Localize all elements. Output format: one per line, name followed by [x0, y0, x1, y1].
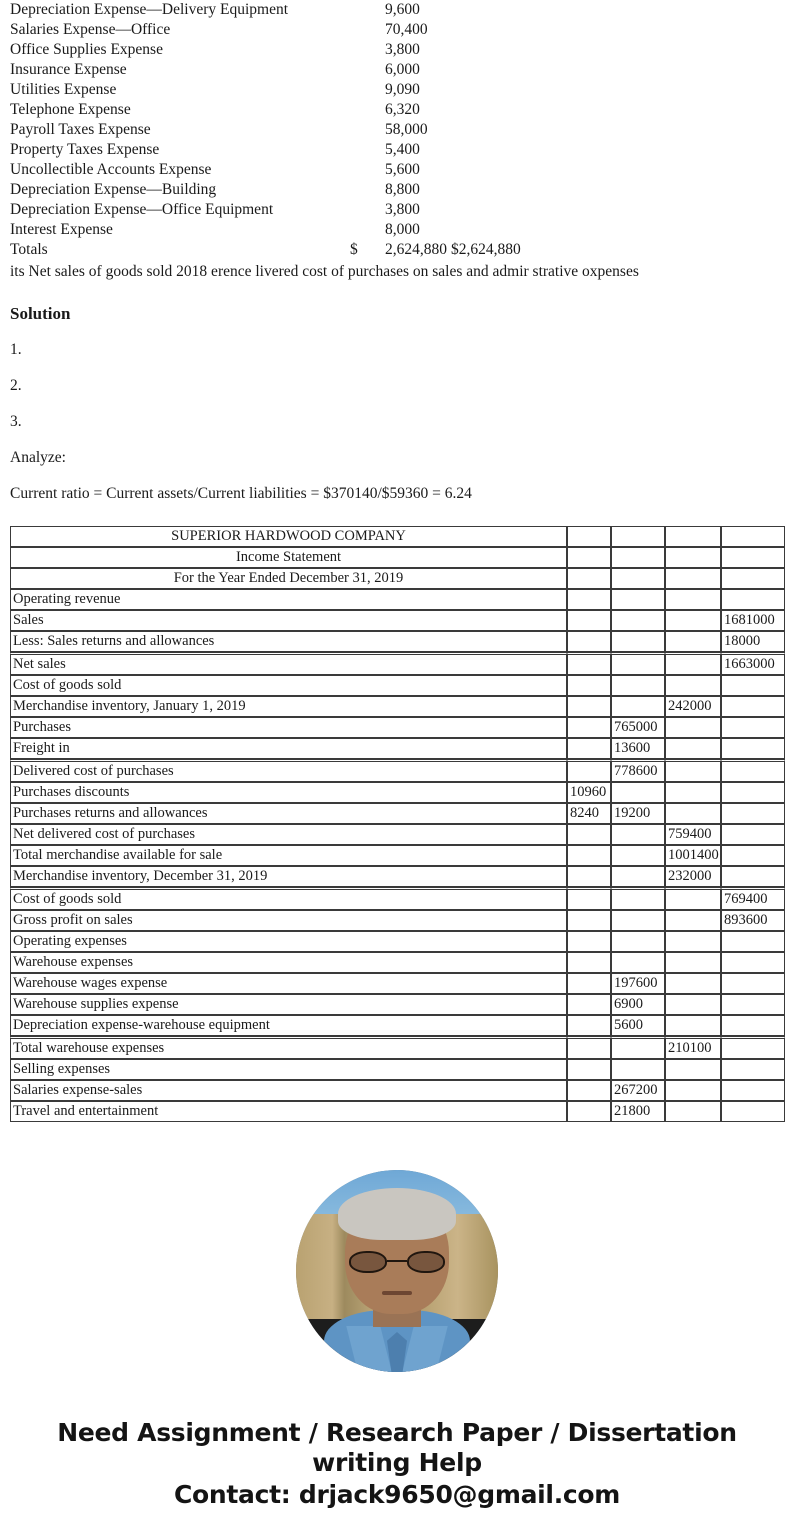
expense-amount: 6,320	[385, 101, 420, 118]
table-row	[10, 759, 785, 782]
expense-label: Property Taxes Expense	[10, 141, 160, 158]
statement-amount-col4	[721, 994, 785, 1015]
blank-cell	[665, 526, 721, 547]
expense-label: Depreciation Expense—Delivery Equipment	[10, 1, 289, 18]
statement-row-label: Purchases discounts	[10, 782, 567, 803]
scrambled-note-line: its Net sales of goods sold 2018 erence livered cost of purchases on sales and admir strative oxpenses	[10, 263, 639, 280]
blank-cell	[665, 547, 721, 568]
expense-amount: 8,800	[385, 181, 420, 198]
expense-label: Payroll Taxes Expense	[10, 121, 151, 138]
statement-amount-col4	[721, 782, 785, 803]
statement-amount-col4	[721, 589, 785, 610]
statement-row-label: Warehouse expenses	[10, 952, 567, 973]
avatar-glasses-bridge	[387, 1260, 407, 1262]
expense-row	[10, 120, 794, 140]
blank-cell	[721, 526, 785, 547]
statement-amount-col2: 765000	[611, 717, 665, 738]
statement-amount-col2	[611, 824, 665, 845]
statement-amount-col3	[665, 994, 721, 1015]
expense-amount: 9,090	[385, 81, 420, 98]
statement-amount-col2	[611, 952, 665, 973]
cta-line-2: writing Help	[312, 1448, 482, 1477]
statement-row-label: Freight in	[10, 738, 567, 759]
table-row	[10, 631, 785, 652]
statement-row-label: Net sales	[10, 652, 567, 675]
expense-label: Telephone Expense	[10, 101, 131, 118]
expense-amount: 5,400	[385, 141, 420, 158]
statement-amount-col2	[611, 910, 665, 931]
statement-amount-col2: 267200	[611, 1080, 665, 1101]
statement-row-label: Merchandise inventory, December 31, 2019	[10, 866, 567, 887]
statement-amount-col1	[567, 973, 611, 994]
statement-amount-col3	[665, 589, 721, 610]
statement-amount-col1	[567, 952, 611, 973]
statement-row-label: Sales	[10, 610, 567, 631]
statement-amount-col3: 210100	[665, 1036, 721, 1059]
table-row	[10, 589, 785, 610]
statement-amount-col3	[665, 717, 721, 738]
table-row	[10, 803, 785, 824]
statement-amount-col1	[567, 696, 611, 717]
expense-amount: 58,000	[385, 121, 428, 138]
statement-amount-col4	[721, 675, 785, 696]
statement-amount-col3: 242000	[665, 696, 721, 717]
statement-amount-col2	[611, 696, 665, 717]
table-row	[10, 973, 785, 994]
statement-amount-col4	[721, 973, 785, 994]
statement-row-label: Selling expenses	[10, 1059, 567, 1080]
expense-row	[10, 180, 794, 200]
statement-period-row	[10, 568, 785, 589]
statement-amount-col4	[721, 1036, 785, 1059]
statement-amount-col3	[665, 973, 721, 994]
statement-amount-col3	[665, 1059, 721, 1080]
statement-row-label: Cost of goods sold	[10, 675, 567, 696]
table-row	[10, 738, 785, 759]
statement-amount-col1	[567, 717, 611, 738]
income-statement-body	[10, 526, 785, 1122]
statement-amount-col2	[611, 887, 665, 910]
statement-amount-col2	[611, 652, 665, 675]
blank-cell	[567, 568, 611, 589]
table-row	[10, 782, 785, 803]
expense-row	[10, 20, 794, 40]
statement-amount-col3	[665, 1015, 721, 1036]
expense-row	[10, 80, 794, 100]
expense-label: Utilities Expense	[10, 81, 117, 98]
statement-amount-col1	[567, 824, 611, 845]
statement-amount-col3	[665, 931, 721, 952]
solution-item-3: 3.	[10, 413, 22, 430]
statement-amount-col4	[721, 1101, 785, 1122]
statement-amount-col4	[721, 717, 785, 738]
statement-amount-col3	[665, 887, 721, 910]
current-ratio-line: Current ratio = Current assets/Current liabilities = $370140/$59360 = 6.24	[10, 485, 472, 502]
statement-row-label: Depreciation expense-warehouse equipment	[10, 1015, 567, 1036]
expense-row	[10, 160, 794, 180]
statement-amount-col3: 1001400	[665, 845, 721, 866]
blank-cell	[665, 568, 721, 589]
statement-row-label: Operating revenue	[10, 589, 567, 610]
statement-row-label: Delivered cost of purchases	[10, 759, 567, 782]
statement-row-label: Operating expenses	[10, 931, 567, 952]
table-row	[10, 696, 785, 717]
statement-amount-col2: 197600	[611, 973, 665, 994]
statement-amount-col3	[665, 782, 721, 803]
expense-amount: 8,000	[385, 221, 420, 238]
table-row	[10, 1059, 785, 1080]
solution-item-2: 2.	[10, 377, 22, 394]
table-row	[10, 931, 785, 952]
statement-company-name: SUPERIOR HARDWOOD COMPANY	[10, 526, 567, 547]
expense-row	[10, 200, 794, 220]
statement-row-label: Net delivered cost of purchases	[10, 824, 567, 845]
table-row	[10, 952, 785, 973]
statement-amount-col1	[567, 866, 611, 887]
income-statement-table	[10, 526, 785, 1122]
statement-amount-col2	[611, 782, 665, 803]
blank-cell	[721, 547, 785, 568]
table-row	[10, 910, 785, 931]
statement-amount-col2	[611, 1059, 665, 1080]
table-row	[10, 675, 785, 696]
statement-amount-col1	[567, 652, 611, 675]
expense-amount: 3,800	[385, 201, 420, 218]
statement-amount-col2	[611, 610, 665, 631]
statement-row-label: Merchandise inventory, January 1, 2019	[10, 696, 567, 717]
statement-amount-col1	[567, 931, 611, 952]
blank-cell	[721, 568, 785, 589]
statement-amount-col3	[665, 759, 721, 782]
statement-amount-col2	[611, 845, 665, 866]
statement-row-label: Warehouse wages expense	[10, 973, 567, 994]
blank-cell	[567, 547, 611, 568]
statement-row-label: Purchases returns and allowances	[10, 803, 567, 824]
solution-heading: Solution	[10, 304, 71, 323]
table-row	[10, 866, 785, 887]
expense-row	[10, 220, 794, 240]
expense-rows	[10, 0, 794, 260]
statement-amount-col2: 21800	[611, 1101, 665, 1122]
statement-amount-col3	[665, 738, 721, 759]
statement-amount-col4	[721, 696, 785, 717]
statement-amount-col1	[567, 1036, 611, 1059]
statement-amount-col4	[721, 759, 785, 782]
expense-row	[10, 60, 794, 80]
table-row	[10, 1036, 785, 1059]
statement-amount-col4: 769400	[721, 887, 785, 910]
avatar	[296, 1170, 498, 1372]
statement-amount-col3	[665, 803, 721, 824]
expense-row	[10, 100, 794, 120]
analyze-label: Analyze:	[10, 449, 66, 466]
table-row	[10, 717, 785, 738]
statement-amount-col3	[665, 952, 721, 973]
statement-row-label: Less: Sales returns and allowances	[10, 631, 567, 652]
table-row	[10, 824, 785, 845]
statement-amount-col2	[611, 631, 665, 652]
statement-row-label: Total warehouse expenses	[10, 1036, 567, 1059]
statement-amount-col2: 19200	[611, 803, 665, 824]
table-row	[10, 1101, 785, 1122]
table-row	[10, 610, 785, 631]
expense-amount: 3,800	[385, 41, 420, 58]
statement-amount-col2: 13600	[611, 738, 665, 759]
statement-row-label: Travel and entertainment	[10, 1101, 567, 1122]
statement-amount-col1	[567, 910, 611, 931]
expense-label: Uncollectible Accounts Expense	[10, 161, 212, 178]
statement-amount-col4	[721, 824, 785, 845]
expense-currency-symbol: $	[350, 241, 358, 258]
statement-amount-col1	[567, 631, 611, 652]
table-row	[10, 1080, 785, 1101]
statement-amount-col3	[665, 631, 721, 652]
statement-amount-col4: 1663000	[721, 652, 785, 675]
statement-amount-col3: 759400	[665, 824, 721, 845]
statement-amount-col1	[567, 1015, 611, 1036]
statement-amount-col1	[567, 589, 611, 610]
statement-company-row	[10, 526, 785, 547]
expense-label: Interest Expense	[10, 221, 113, 238]
cta-line-1: Need Assignment / Research Paper / Dissertation	[57, 1418, 737, 1447]
statement-amount-col3	[665, 1101, 721, 1122]
statement-amount-col1	[567, 887, 611, 910]
expense-amount: 5,600	[385, 161, 420, 178]
statement-row-label: Gross profit on sales	[10, 910, 567, 931]
statement-amount-col4	[721, 1015, 785, 1036]
expense-row	[10, 0, 794, 20]
expense-label: Salaries Expense—Office	[10, 21, 171, 38]
statement-amount-col4	[721, 931, 785, 952]
statement-title-row	[10, 547, 785, 568]
table-row	[10, 994, 785, 1015]
statement-row-label: Total merchandise available for sale	[10, 845, 567, 866]
glasses-icon	[349, 1251, 445, 1273]
blank-cell	[611, 568, 665, 589]
expense-label: Totals	[10, 241, 48, 258]
statement-row-label: Warehouse supplies expense	[10, 994, 567, 1015]
statement-amount-col3	[665, 610, 721, 631]
avatar-hair	[338, 1188, 456, 1240]
expense-label: Office Supplies Expense	[10, 41, 163, 58]
statement-amount-col1	[567, 1080, 611, 1101]
expense-label: Depreciation Expense—Building	[10, 181, 217, 198]
income-statement-table-wrap	[0, 526, 794, 1148]
statement-amount-col4	[721, 738, 785, 759]
table-row	[10, 652, 785, 675]
avatar-lens-left	[349, 1251, 387, 1273]
statement-amount-col1	[567, 759, 611, 782]
statement-amount-col4	[721, 1080, 785, 1101]
statement-amount-col1	[567, 675, 611, 696]
statement-amount-col2	[611, 866, 665, 887]
statement-amount-col4	[721, 845, 785, 866]
statement-row-label: Cost of goods sold	[10, 887, 567, 910]
avatar-mouth	[382, 1291, 412, 1295]
statement-amount-col2	[611, 589, 665, 610]
cta-line-3: Contact: drjack9650@gmail.com	[173, 1480, 621, 1509]
profile-photo-area	[0, 1170, 794, 1372]
statement-amount-col2: 778600	[611, 759, 665, 782]
avatar-lens-right	[407, 1251, 445, 1273]
expense-row	[10, 240, 794, 260]
expense-amount: 2,624,880	[385, 241, 447, 258]
statement-amount-col4	[721, 803, 785, 824]
statement-amount-col1: 8240	[567, 803, 611, 824]
statement-amount-col2: 5600	[611, 1015, 665, 1036]
statement-amount-col1	[567, 1101, 611, 1122]
expense-amount-secondary: $2,624,880	[451, 241, 521, 258]
statement-row-label: Purchases	[10, 717, 567, 738]
expense-amount: 70,400	[385, 21, 428, 38]
blank-cell	[611, 547, 665, 568]
statement-amount-col4	[721, 952, 785, 973]
statement-amount-col4	[721, 866, 785, 887]
statement-row-label: Salaries expense-sales	[10, 1080, 567, 1101]
expense-amount: 9,600	[385, 1, 420, 18]
solution-item-1: 1.	[10, 341, 22, 358]
statement-amount-col3	[665, 910, 721, 931]
statement-title: Income Statement	[10, 547, 567, 568]
footer-cta	[0, 1418, 794, 1510]
statement-amount-col4: 893600	[721, 910, 785, 931]
statement-period: For the Year Ended December 31, 2019	[10, 568, 567, 589]
statement-amount-col1	[567, 610, 611, 631]
statement-amount-col1	[567, 738, 611, 759]
statement-amount-col1	[567, 994, 611, 1015]
statement-amount-col2	[611, 1036, 665, 1059]
statement-amount-col4: 18000	[721, 631, 785, 652]
statement-amount-col1	[567, 845, 611, 866]
expense-row	[10, 140, 794, 160]
expense-amount: 6,000	[385, 61, 420, 78]
expense-label: Insurance Expense	[10, 61, 127, 78]
statement-amount-col2	[611, 931, 665, 952]
table-row	[10, 1015, 785, 1036]
statement-amount-col3	[665, 1080, 721, 1101]
table-row	[10, 887, 785, 910]
expense-row	[10, 40, 794, 60]
statement-amount-col3	[665, 675, 721, 696]
statement-amount-col3	[665, 652, 721, 675]
statement-amount-col3: 232000	[665, 866, 721, 887]
blank-cell	[567, 526, 611, 547]
statement-amount-col1	[567, 1059, 611, 1080]
trial-balance-expense-list	[0, 0, 794, 260]
statement-amount-col1: 10960	[567, 782, 611, 803]
statement-amount-col2	[611, 675, 665, 696]
expense-label: Depreciation Expense—Office Equipment	[10, 201, 274, 218]
blank-cell	[611, 526, 665, 547]
statement-amount-col2: 6900	[611, 994, 665, 1015]
statement-amount-col4	[721, 1059, 785, 1080]
table-row	[10, 845, 785, 866]
statement-amount-col4: 1681000	[721, 610, 785, 631]
